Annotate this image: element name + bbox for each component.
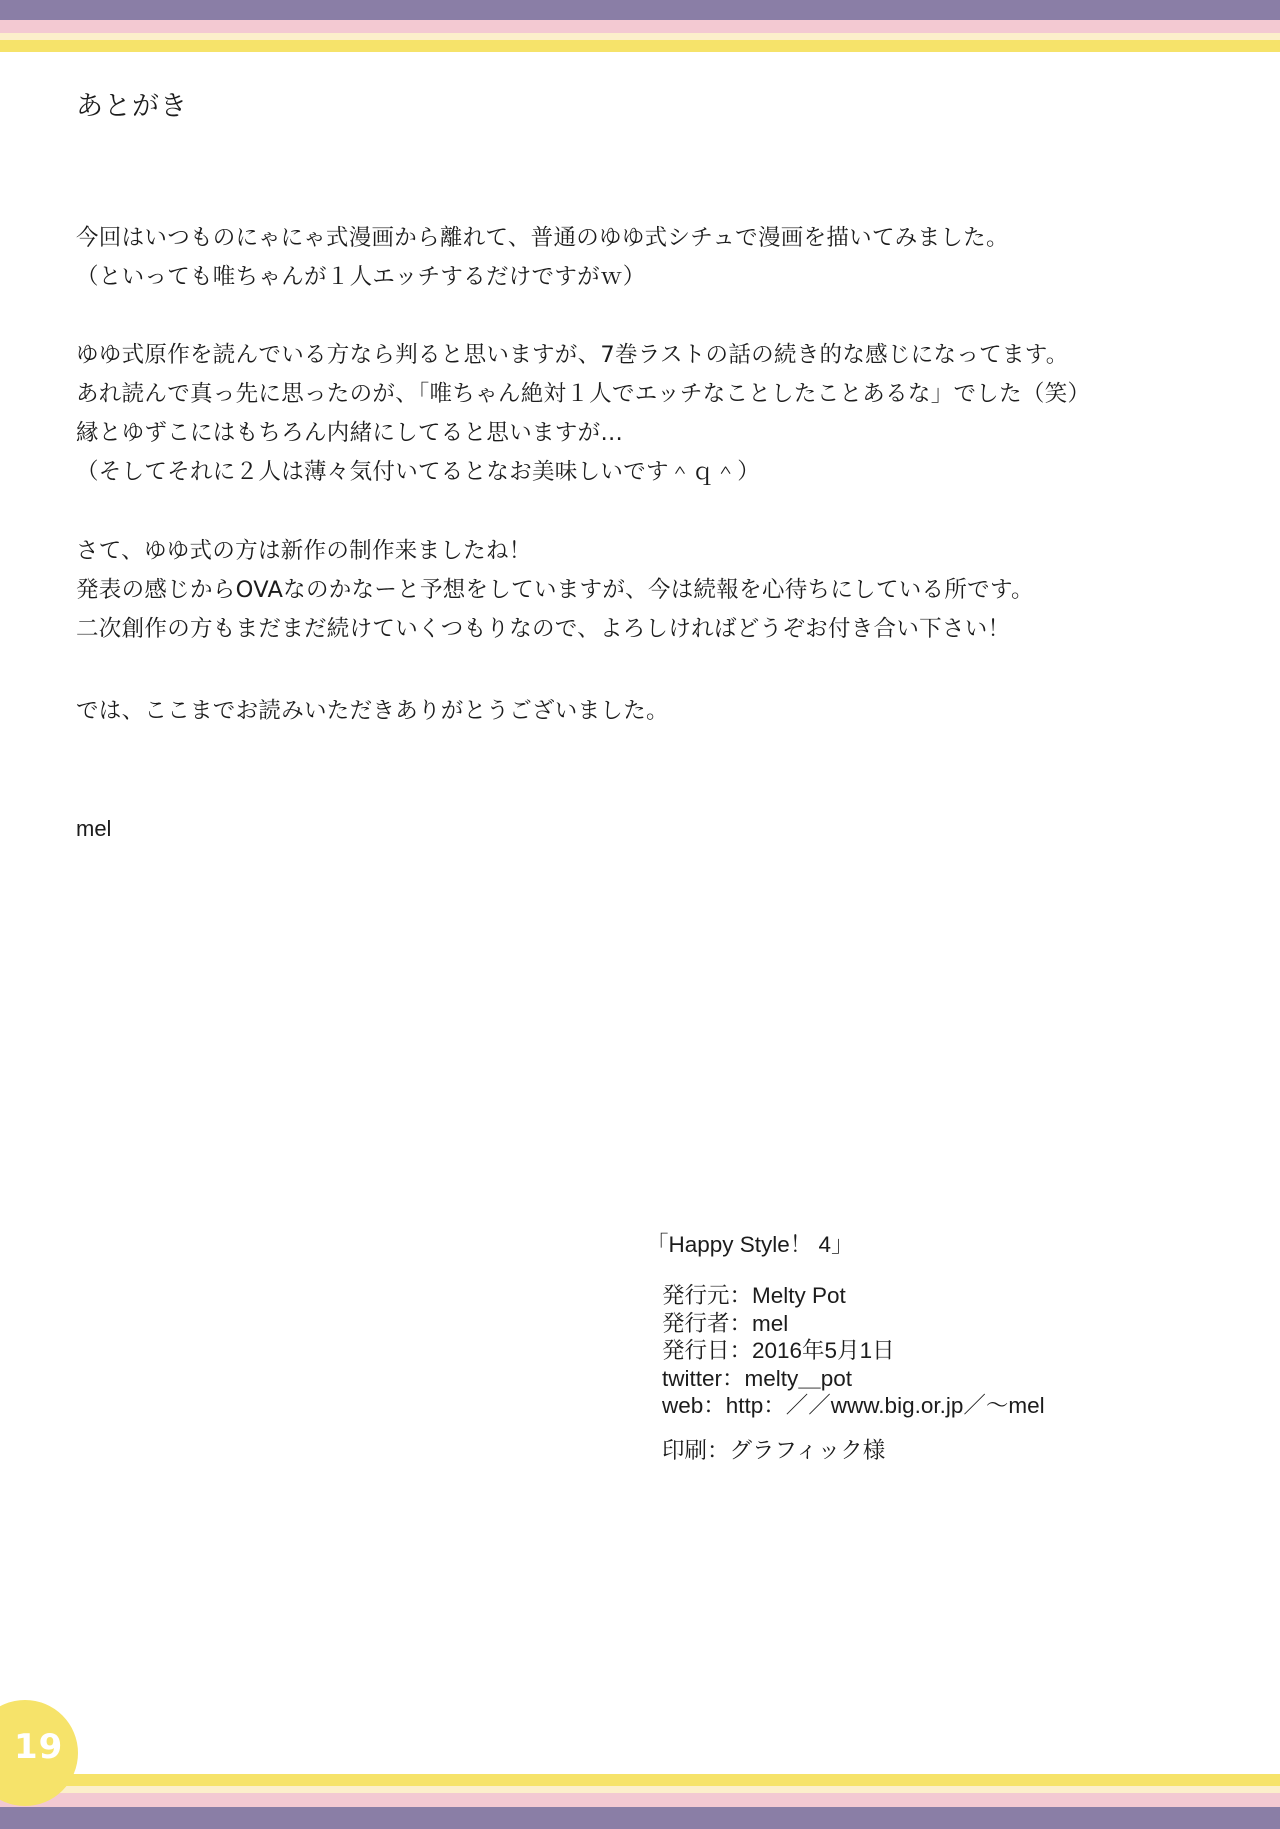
paragraph-intro	[76, 219, 1009, 297]
page-number: 19	[14, 1727, 64, 1767]
paragraph-line: ゆゆ式原作を読んでいる方なら判ると思いますが、7巻ラストの話の続き的な感じになってます。	[76, 342, 1069, 368]
paragraph-line: （といっても唯ちゃんが１人エッチするだけですがｗ）	[76, 264, 646, 290]
paragraph-line: あれ読んで真っ先に思ったのが、「唯ちゃん絶対１人でエッチなことしたことあるな」でした（笑）	[76, 381, 1091, 407]
paragraph-line: では、ここまでお読みいただきありがとうございました。	[76, 698, 669, 724]
colophon-publisher: 発行元：Melty Pot	[662, 1283, 846, 1308]
bottom-stripe-yellow	[0, 1774, 1280, 1786]
colophon-printing: 印刷：グラフィック様	[662, 1437, 886, 1463]
paragraph-line: （そしてそれに２人は薄々気付いてるとなお美味しいです＾ｑ＾）	[76, 459, 761, 485]
top-stripe-cream	[0, 33, 1280, 40]
paragraph-line: 二次創作の方もまだまだ続けていくつもりなので、よろしければどうぞお付き合い下さい！	[76, 616, 1011, 642]
author-signature: mel	[76, 816, 112, 841]
bottom-stripe-purple	[0, 1807, 1280, 1829]
colophon	[646, 1230, 1045, 1466]
paragraph-news	[76, 532, 1034, 649]
colophon-web: web：http：／／www.big.or.jp／～mel	[662, 1393, 1045, 1418]
paragraph-story	[76, 336, 1090, 492]
bottom-stripe-cream	[0, 1786, 1280, 1793]
bottom-stripe-pink	[0, 1793, 1280, 1807]
paragraph-line: 発表の感じからOVAなのかなーと予想をしていますが、今は続報を心待ちにしている所です。	[76, 577, 1034, 603]
colophon-title: 「Happy Style！ 4」	[646, 1232, 854, 1257]
paragraph-line: 縁とゆずこにはもちろん内緒にしてると思いますが…	[76, 420, 624, 446]
colophon-twitter: twitter：melty＿pot	[662, 1365, 853, 1391]
colophon-date: 発行日：2016年5月1日	[662, 1338, 895, 1363]
top-stripe-yellow	[0, 40, 1280, 52]
top-stripe-pink	[0, 20, 1280, 33]
top-stripe-purple	[0, 0, 1280, 20]
colophon-issuer: 発行者：mel	[662, 1310, 789, 1336]
paragraph-line: 今回はいつものにゃにゃ式漫画から離れて、普通のゆゆ式シチュで漫画を描いてみました。	[76, 225, 1009, 251]
paragraph-closing	[76, 692, 669, 731]
page-heading: あとがき	[76, 91, 188, 122]
paragraph-line: さて、ゆゆ式の方は新作の制作来ましたね！	[76, 538, 532, 564]
